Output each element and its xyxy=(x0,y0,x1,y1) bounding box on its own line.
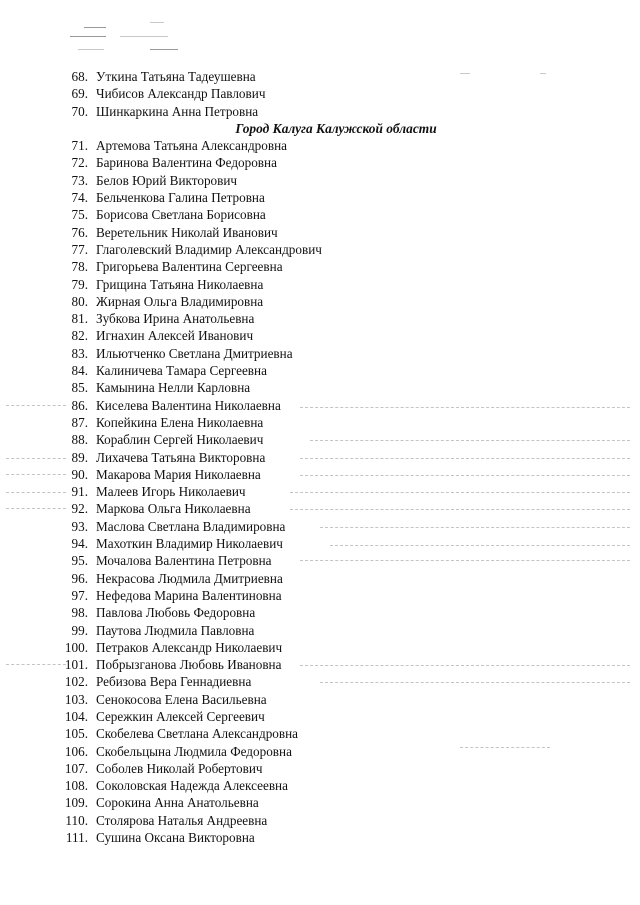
list-item xyxy=(0,137,640,154)
list-item-name: Скобельцына Людмила Федоровна xyxy=(96,743,292,759)
list-item-number: 103. xyxy=(64,691,88,707)
list-item-number: 98. xyxy=(71,605,88,621)
list-item xyxy=(0,812,640,829)
list-item-name: Зубкова Ирина Анатольевна xyxy=(96,311,255,327)
list-item-number: 80. xyxy=(71,293,88,309)
list-item-name: Паутова Людмила Павловна xyxy=(96,622,255,638)
list-item xyxy=(0,535,640,552)
list-item xyxy=(0,241,640,258)
list-item xyxy=(0,154,640,171)
list-item-name: Григорьева Валентина Сергеевна xyxy=(96,259,283,275)
list-item-name: Некрасова Людмила Дмитриевна xyxy=(96,570,283,586)
list-item xyxy=(0,691,640,708)
list-item-name: Копейкина Елена Николаевна xyxy=(96,414,264,430)
list-item-number: 104. xyxy=(64,708,88,724)
list-item-number: 102. xyxy=(64,674,88,690)
list-item-number: 93. xyxy=(71,518,88,534)
list-item-number: 82. xyxy=(71,328,88,344)
list-item xyxy=(0,293,640,310)
list-item-number: 73. xyxy=(71,172,88,188)
list-item-name: Маркова Ольга Николаевна xyxy=(96,501,251,517)
list-item xyxy=(0,622,640,639)
list-item-name: Камынина Нелли Карловна xyxy=(96,380,251,396)
list-item-number: 95. xyxy=(71,553,88,569)
list-item-number: 72. xyxy=(71,155,88,171)
list-item-name: Лихачева Татьяна Викторовна xyxy=(96,449,266,465)
list-item-number: 109. xyxy=(64,795,88,811)
list-item xyxy=(0,379,640,396)
list-item xyxy=(0,449,640,466)
list-item-name: Чибисов Александр Павлович xyxy=(96,86,266,102)
list-item-number: 89. xyxy=(71,449,88,465)
list-item-name: Махоткин Владимир Николаевич xyxy=(96,536,283,552)
list-item xyxy=(0,68,640,85)
list-item-name: Бельченкова Галина Петровна xyxy=(96,190,265,206)
list-item xyxy=(0,760,640,777)
list-item-number: 107. xyxy=(64,760,88,776)
list-item xyxy=(0,639,640,656)
list-item-number: 71. xyxy=(71,138,88,154)
list-item-number: 96. xyxy=(71,570,88,586)
list-item-name: Грищина Татьяна Николаевна xyxy=(96,276,264,292)
list-item-number: 77. xyxy=(71,241,88,257)
list-item-number: 94. xyxy=(71,536,88,552)
list-item-name: Кораблин Сергей Николаевич xyxy=(96,432,264,448)
list-item-name: Малеев Игорь Николаевич xyxy=(96,484,246,500)
list-item xyxy=(0,483,640,500)
list-item-name: Мочалова Валентина Петровна xyxy=(96,553,272,569)
list-item-name: Макарова Мария Николаевна xyxy=(96,466,261,482)
list-item-name: Белов Юрий Викторович xyxy=(96,172,238,188)
list-item-name: Уткина Татьяна Тадеушевна xyxy=(96,69,256,84)
list-item-name: Сорокина Анна Анатольевна xyxy=(96,795,259,811)
list-item-number: 97. xyxy=(71,587,88,603)
list-item-name: Артемова Татьяна Александровна xyxy=(96,138,287,154)
list-item xyxy=(0,431,640,448)
list-item-number: 90. xyxy=(71,466,88,482)
list-item-name: Соколовская Надежда Алексеевна xyxy=(96,778,288,794)
list-item-number: 108. xyxy=(64,778,88,794)
list-item-name: Ребизова Вера Геннадиевна xyxy=(96,674,252,690)
list-item-number: 85. xyxy=(71,380,88,396)
list-item-name: Нефедова Марина Валентиновна xyxy=(96,587,282,603)
list-item-name: Глаголевский Владимир Александрович xyxy=(96,241,322,257)
list-item-number: 92. xyxy=(71,501,88,517)
list-item-name: Баринова Валентина Федоровна xyxy=(96,155,277,171)
list-item-number: 81. xyxy=(71,311,88,327)
list-item-number: 75. xyxy=(71,207,88,223)
list-item-number: 100. xyxy=(64,639,88,655)
list-item-name: Веретельник Николай Иванович xyxy=(96,224,278,240)
list-item-number: 68. xyxy=(71,69,88,84)
list-item-number: 86. xyxy=(71,397,88,413)
list-item xyxy=(0,708,640,725)
list-item xyxy=(0,656,640,673)
list-item-name: Петраков Александр Николаевич xyxy=(96,639,283,655)
list-item xyxy=(0,794,640,811)
list-item-name: Шинкаркина Анна Петровна xyxy=(96,103,259,119)
list-item xyxy=(0,725,640,742)
list-item xyxy=(0,172,640,189)
list-item xyxy=(0,189,640,206)
list-item xyxy=(0,414,640,431)
list-item-number: 99. xyxy=(71,622,88,638)
list-item-number: 110. xyxy=(65,812,88,828)
list-item-number: 70. xyxy=(71,103,88,119)
list-item xyxy=(0,206,640,223)
list-item xyxy=(0,103,640,120)
list-item xyxy=(0,362,640,379)
list-item xyxy=(0,552,640,569)
list-item-name: Соболев Николай Робертович xyxy=(96,760,263,776)
list-item xyxy=(0,466,640,483)
list-item-number: 87. xyxy=(71,414,88,430)
list-item xyxy=(0,777,640,794)
list-item-name: Сережкин Алексей Сергеевич xyxy=(96,708,265,724)
name-list xyxy=(0,68,640,846)
list-item-number: 91. xyxy=(71,484,88,500)
list-item xyxy=(0,224,640,241)
list-item-number: 84. xyxy=(71,363,88,379)
list-item-name: Борисова Светлана Борисовна xyxy=(96,207,266,223)
list-part-1 xyxy=(0,68,640,120)
list-item-number: 105. xyxy=(64,726,88,742)
list-item-name: Игнахин Алексей Иванович xyxy=(96,328,254,344)
list-item-name: Столярова Наталья Андреевна xyxy=(96,812,268,828)
list-item xyxy=(0,604,640,621)
list-item-name: Жирная Ольга Владимировна xyxy=(96,293,264,309)
list-item xyxy=(0,327,640,344)
list-item xyxy=(0,345,640,362)
list-item-name: Скобелева Светлана Александровна xyxy=(96,726,299,742)
list-item-name: Сенокосова Елена Васильевна xyxy=(96,691,267,707)
list-item-number: 83. xyxy=(71,345,88,361)
list-item xyxy=(0,500,640,517)
list-item-number: 88. xyxy=(71,432,88,448)
list-item xyxy=(0,397,640,414)
list-item xyxy=(0,258,640,275)
list-item-number: 106. xyxy=(64,743,88,759)
list-item-name: Маслова Светлана Владимировна xyxy=(96,518,286,534)
list-item-number: 111. xyxy=(65,830,88,846)
list-item xyxy=(0,743,640,760)
list-item-name: Павлова Любовь Федоровна xyxy=(96,605,256,621)
list-item xyxy=(0,587,640,604)
list-item xyxy=(0,310,640,327)
list-item xyxy=(0,276,640,293)
list-item-number: 78. xyxy=(71,259,88,275)
list-item-number: 101. xyxy=(64,657,88,673)
list-item-number: 69. xyxy=(71,86,88,102)
list-item xyxy=(0,829,640,846)
list-item-name: Побрызганова Любовь Ивановна xyxy=(96,657,282,673)
list-item-number: 79. xyxy=(71,276,88,292)
list-item-name: Калиничева Тамара Сергеевна xyxy=(96,363,267,379)
section-heading: Город Калуга Калужской области xyxy=(235,120,437,136)
list-item-name: Ильютченко Светлана Дмитриевна xyxy=(96,345,293,361)
list-item xyxy=(0,673,640,690)
list-item-name: Киселева Валентина Николаевна xyxy=(96,397,281,413)
list-item-number: 76. xyxy=(71,224,88,240)
list-item xyxy=(0,570,640,587)
list-part-2 xyxy=(0,137,640,846)
list-item-name: Сушина Оксана Викторовна xyxy=(96,830,255,846)
list-item xyxy=(0,518,640,535)
list-item xyxy=(0,85,640,102)
list-item-number: 74. xyxy=(71,190,88,206)
